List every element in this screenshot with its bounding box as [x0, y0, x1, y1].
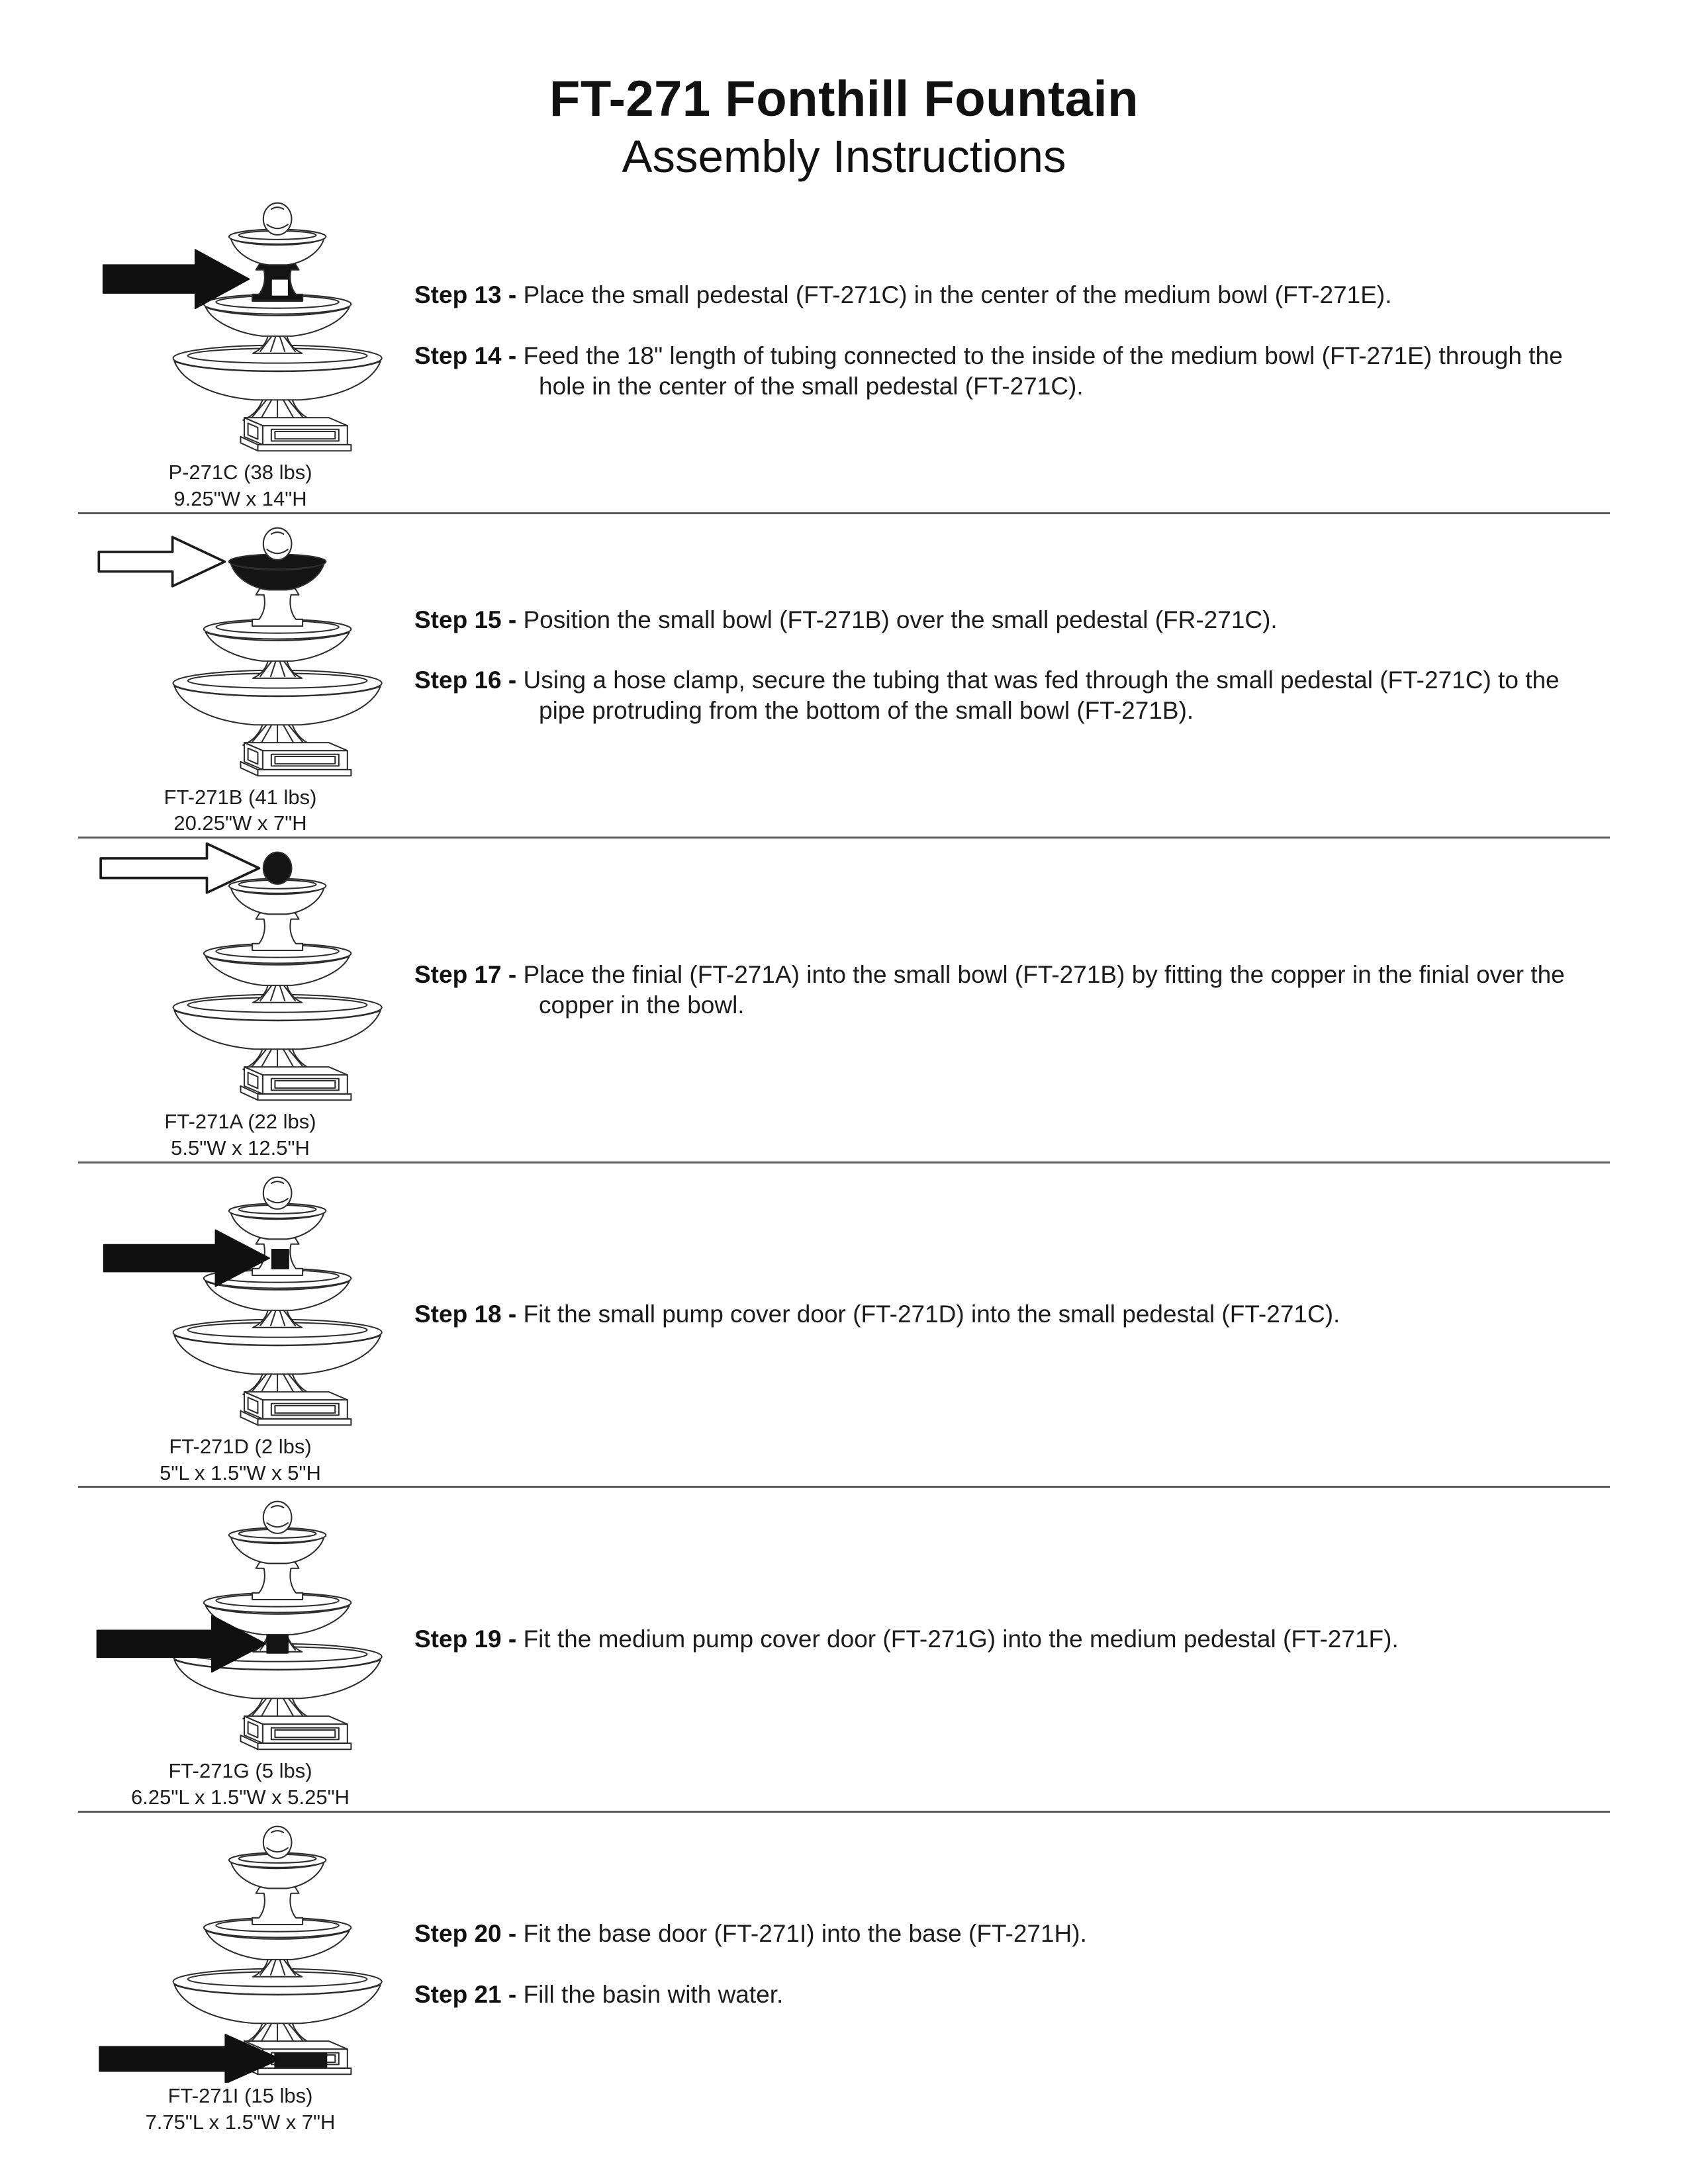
- steps-column: [402, 1299, 1610, 1349]
- part-code: FT-271G (5 lbs): [168, 1759, 312, 1783]
- assembly-section: [78, 514, 1610, 839]
- step-number: Step 14 -: [414, 341, 517, 369]
- fountain-diagram-small-pedestal: [93, 192, 388, 459]
- part-label: [164, 784, 317, 837]
- figure-column: [78, 189, 402, 512]
- fountain-diagram-base-door: [93, 1815, 388, 2083]
- part-code: FT-271I (15 lbs): [167, 2083, 313, 2107]
- step-instruction: Step 17 - Place the finial (FT-271A) into the small bowl (FT-271B) by fitting the copper in the finial over the copper in the bowl.: [414, 960, 1565, 1019]
- figure-column: [78, 1488, 402, 1811]
- fountain-illustration: [93, 192, 388, 459]
- assembly-section: [78, 189, 1610, 514]
- part-dimensions: 5"L x 1.5"W x 5"H: [160, 1461, 321, 1484]
- highlight-medium-pump-door: [267, 1634, 288, 1653]
- part-dimensions: 7.75"L x 1.5"W x 7"H: [145, 2110, 336, 2134]
- steps-column: [402, 605, 1610, 747]
- step-instruction: Step 21 - Fill the basin with water.: [414, 1980, 784, 2008]
- highlight-finial: [263, 852, 291, 884]
- fountain-illustration: [93, 1490, 388, 1758]
- fountain-illustration: [93, 517, 388, 784]
- step-number: Step 18 -: [414, 1300, 517, 1328]
- step-number: Step 16 -: [414, 666, 517, 694]
- part-dimensions: 20.25"W x 7"H: [173, 811, 307, 835]
- part-label: [131, 1758, 350, 1810]
- assembly-section: [78, 1813, 1610, 2136]
- doc-subtitle: Assembly Instructions: [622, 131, 1066, 182]
- part-code: FT-271D (2 lbs): [169, 1434, 312, 1458]
- steps-column: [402, 1624, 1610, 1674]
- fountain-illustration: [93, 1166, 388, 1433]
- part-dimensions: 9.25"W x 14"H: [173, 486, 307, 510]
- fountain-illustration: [93, 841, 388, 1109]
- part-code: P-271C (38 lbs): [168, 461, 312, 484]
- sections: [78, 189, 1610, 2135]
- step-instruction: Step 19 - Fit the medium pump cover door (FT-271G) into the medium pedestal (FT-271F).: [414, 1625, 1399, 1653]
- step-instruction: Step 20 - Fit the base door (FT-271I) into the base (FT-271H).: [414, 1919, 1087, 1947]
- step-instruction: Step 13 - Place the small pedestal (FT-271C) in the center of the medium bowl (FT-271E).: [414, 281, 1392, 308]
- figure-column: [78, 1813, 402, 2136]
- fountain-diagram-finial: [93, 841, 388, 1109]
- part-label: [146, 2083, 336, 2135]
- doc-title: FT-271 Fonthill Fountain: [549, 71, 1139, 127]
- part-dimensions: 6.25"L x 1.5"W x 5.25"H: [131, 1786, 350, 1809]
- outline-arrow-icon: [99, 537, 224, 586]
- fountain-diagram-medium-door: [93, 1490, 388, 1758]
- part-label: [160, 1433, 321, 1486]
- highlight-small-pump-door: [271, 1250, 288, 1269]
- part-label: [168, 459, 312, 512]
- steps-column: [402, 960, 1610, 1040]
- step-number: Step 20 -: [414, 1919, 517, 1947]
- step-instruction: Step 15 - Position the small bowl (FT-271B) over the small pedestal (FR-271C).: [414, 606, 1278, 633]
- figure-column: [78, 514, 402, 837]
- steps-column: [402, 280, 1610, 422]
- step-instruction: Step 16 - Using a hose clamp, secure the tubing that was fed through the small pedestal (FT-271C) to the pipe protruding from the bottom of the small bowl (FT-271B).: [414, 666, 1560, 725]
- figure-column: [78, 1163, 402, 1486]
- fountain-illustration: [93, 1815, 388, 2083]
- fountain-diagram-small-bowl: [93, 517, 388, 784]
- step-number: Step 19 -: [414, 1625, 517, 1653]
- fountain-diagram-small-door: [93, 1166, 388, 1433]
- step-instruction: Step 14 - Feed the 18" length of tubing connected to the inside of the medium bowl (FT-271E) through the hole in the center of the small pedestal (FT-271C).: [414, 341, 1563, 400]
- part-code: FT-271B (41 lbs): [164, 785, 317, 809]
- assembly-section: [78, 839, 1610, 1163]
- highlight-base-door: [275, 2053, 326, 2066]
- part-code: FT-271A (22 lbs): [164, 1110, 316, 1134]
- assembly-section: [78, 1163, 1610, 1488]
- part-label: [164, 1109, 316, 1161]
- part-dimensions: 5.5"W x 12.5"H: [171, 1136, 310, 1160]
- step-number: Step 15 -: [414, 606, 517, 633]
- figure-column: [78, 839, 402, 1161]
- step-number: Step 13 -: [414, 281, 517, 308]
- steps-column: [402, 1919, 1610, 2030]
- step-instruction: Step 18 - Fit the small pump cover door (FT-271D) into the small pedestal (FT-271C).: [414, 1300, 1340, 1328]
- step-number: Step 21 -: [414, 1980, 517, 2008]
- assembly-section: [78, 1488, 1610, 1813]
- document-header: [0, 0, 1688, 183]
- step-number: Step 17 -: [414, 960, 517, 988]
